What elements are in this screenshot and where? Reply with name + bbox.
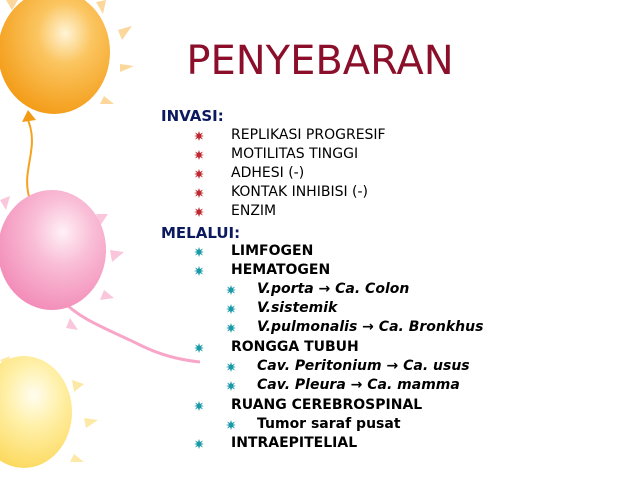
teal-star-bullet-icon <box>194 439 204 449</box>
melalui-heading: MELALUI: <box>161 224 241 242</box>
right-arrow-icon: → <box>345 377 368 393</box>
term-b: Ca. usus <box>403 358 470 374</box>
invasi-heading: INVASI: <box>161 107 224 125</box>
teal-star-bullet-icon <box>226 362 236 372</box>
red-star-bullet-icon <box>194 131 204 141</box>
term-a: V.porta <box>257 281 314 297</box>
right-arrow-icon: → <box>381 358 404 374</box>
invasi-item-text: KONTAK INHIBISI (-) <box>231 184 369 200</box>
teal-star-bullet-icon <box>226 285 236 295</box>
term-b: Ca. Bronkhus <box>378 319 484 335</box>
teal-star-bullet-icon <box>226 323 236 333</box>
teal-star-bullet-icon <box>194 266 204 276</box>
term-b: Ca. Colon <box>335 281 410 297</box>
right-arrow-icon: → <box>313 281 336 297</box>
term-a: V.sistemik <box>257 300 338 316</box>
term-a: V.pulmonalis <box>257 319 358 335</box>
red-star-bullet-icon <box>194 150 204 160</box>
slide-title: PENYEBARAN <box>186 38 454 84</box>
pink-balloon <box>0 190 106 310</box>
teal-star-bullet-icon <box>226 420 236 430</box>
melalui-item-hematogen-text: HEMATOGEN <box>231 262 331 278</box>
melalui-item-ruang-text: RUANG CEREBROSPINAL <box>231 397 423 413</box>
rongga-subitem-text <box>257 358 470 374</box>
term-b: Ca. mamma <box>367 377 460 393</box>
red-star-bullet-icon <box>194 207 204 217</box>
hematogen-subitem-text <box>257 300 337 316</box>
invasi-item-text: REPLIKASI PROGRESIF <box>231 127 386 143</box>
yellow-balloon <box>0 356 72 468</box>
invasi-item-text: ENZIM <box>231 203 277 219</box>
teal-star-bullet-icon <box>226 381 236 391</box>
right-arrow-icon: → <box>357 319 379 335</box>
hematogen-subitem-text <box>257 319 483 335</box>
teal-star-bullet-icon <box>226 304 236 314</box>
term-a: Cav. Peritonium <box>257 358 382 374</box>
teal-star-bullet-icon <box>194 247 204 257</box>
teal-star-bullet-icon <box>194 343 204 353</box>
red-star-bullet-icon <box>194 169 204 179</box>
rongga-subitem-text <box>257 377 460 393</box>
invasi-item-text: ADHESI (-) <box>231 165 305 181</box>
hematogen-subitem-text <box>257 281 409 297</box>
term-a: Cav. Pleura <box>257 377 346 393</box>
teal-star-bullet-icon <box>194 401 204 411</box>
ruang-subitem-text: Tumor saraf pusat <box>257 416 401 432</box>
invasi-item-text: MOTILITAS TINGGI <box>231 146 359 162</box>
melalui-item-limfogen-text: LIMFOGEN <box>231 243 314 259</box>
melalui-item-intraepitelial-text: INTRAEPITELIAL <box>231 435 358 451</box>
melalui-item-rongga-text: RONGGA TUBUH <box>231 339 359 355</box>
red-star-bullet-icon <box>194 188 204 198</box>
